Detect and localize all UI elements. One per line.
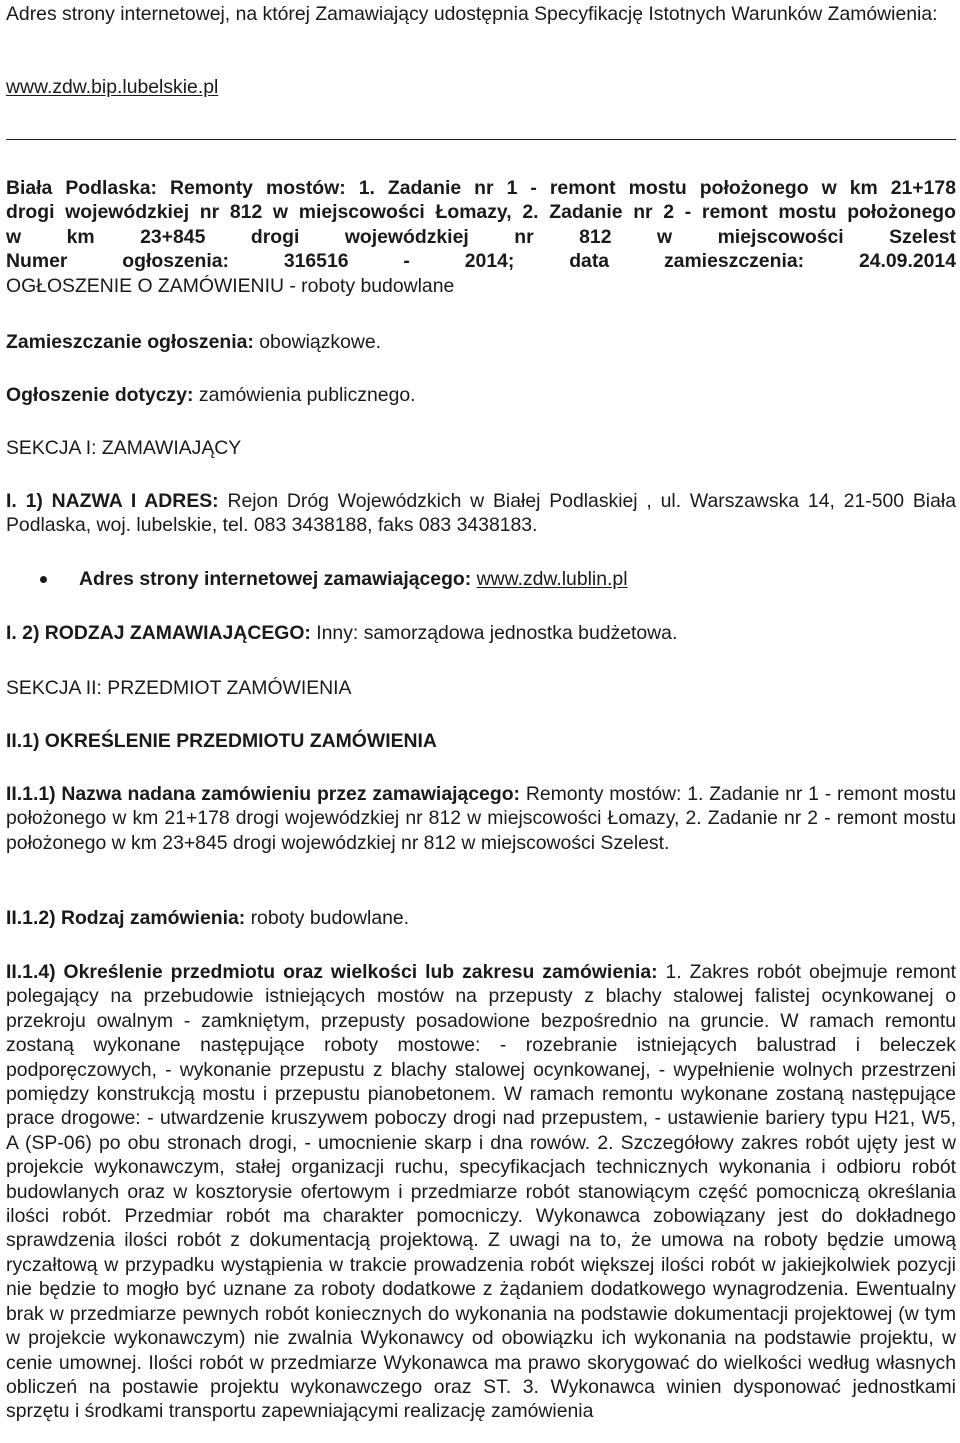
concerns-value: zamówienia publicznego. <box>193 384 416 406</box>
order-scope-value: 1. Zakres robót obejmuje remont polegający na przebudowie istniejących mostów na przepusty z blachy stalowej falistej ocynkowanej o przekroju owalnym - zamkniętym, przepusty posadowione bezpośrednio na gruncie. W ramach remontu zostaną wykonane następujące roboty mostowe: - rozebranie istniejących balustrad i beleczek podporęczowych, - wykonanie przepustu z blachy stalowej ocynkowanej, - wypełnienie wolnych przestrzeni pomiędzy konstrukcją mostu i przepustu pianobetonem. W ramach remontu wykonane zostaną następujące prace drogowe: - utwardzenie kruszywem poboczy drogi nad przepustem, - ustawienie bariery typu H21, W5, A (SP-06) po obu stronach drogi, - umocnienie skarp i dna rowów. 2. Szczegółowy zakres robót ujęty jest w projekcie wykonawczym, stałej organizacji ruchu, specyfikacjach technicznych wykonania i odbioru robót budowlanych oraz w kosztorysie ofertowym i przedmiarze robót stanowiącym część pomocniczą określania ilości robót. Przedmiar robót ma charakter pomocniczy. Wykonawca zobowiązany jest do dokładnego sprawdzenia ilości robót z dokumentacją projektową. Z uwagi na to, że umowa na roboty będzie umową ryczałtową w przypadku wystąpienia w trakcie prowadzenia robót większej ilości robót w jakiejkolwiek pozycji nie będzie to mogło być uznane za roboty dodatkowe z żądaniem dodatkowego wynagrodzenia. Ewentualny brak w przedmiarze pewnych robót koniecznych do wykonania na podstawie dokumentacji projektowej (w tym w projekcie wykonawczym) nie zwalnia Wykonawcy od obowiązku ich wykonania na podstawie projektu, w cenie umownej. Ilości robót w przedmiarze Wykonawca ma prawo skorygować do wielkości według własnych obliczeń na postawie projektu wykonawczego oraz ST. 3. Wykonawca winien dysponować jednostkami sprzętu i środkami transportu zapewniającymi realizację zamówienia <box>6 961 956 1423</box>
authority-type-label: I. 2) RODZAJ ZAMAWIAJĄCEGO: <box>6 622 311 644</box>
authority-type-block <box>6 621 956 645</box>
section-2-heading: SEKCJA II: PRZEDMIOT ZAMÓWIENIA <box>6 677 352 699</box>
order-name-value: Remonty mostów: 1. Zadanie nr 1 - remont mostu położonego w km 21+178 drogi wojewódzkiej nr 812 w miejscowości Łomazy, 2. Zadanie nr 2 - remont mostu położonego w km 23+845 drogi wojewódzkiej nr 812 w miejscowości Szelest. <box>6 783 956 854</box>
siwz-intro-text: Adres strony internetowej, na której Zamawiający udostępnia Specyfikację Istotnych Warunków Zamówienia: <box>6 3 938 25</box>
authority-website-block <box>6 567 956 591</box>
posting-line <box>6 330 956 354</box>
header-url-block <box>6 75 956 99</box>
concerns-block <box>6 383 956 407</box>
order-kind-line <box>6 906 956 930</box>
horizontal-divider <box>6 139 956 140</box>
notice-subtitle: OGŁOSZENIE O ZAMÓWIENIU - roboty budowlane <box>6 274 455 297</box>
order-kind-value: roboty budowlane. <box>245 907 410 929</box>
section-2-heading-block <box>6 676 956 700</box>
section-1-heading-block <box>6 436 956 460</box>
section-2-subheading: II.1) OKREŚLENIE PRZEDMIOTU ZAMÓWIENIA <box>6 730 437 752</box>
authority-name-label: I. 1) NAZWA I ADRES: <box>6 490 219 512</box>
notice-number-line: Numer ogłoszenia: 316516 - 2014; data zamieszczenia: 24.09.2014 <box>6 250 956 273</box>
posting-label: Zamieszczanie ogłoszenia: <box>6 331 254 353</box>
section-2-subheading-block <box>6 729 956 753</box>
authority-name-address <box>6 489 956 538</box>
concerns-line <box>6 383 956 407</box>
bullet-icon <box>40 576 47 583</box>
title-line-2: drogi wojewódzkiej nr 812 w miejscowości Łomazy, 2. Zadanie nr 2 - remont mostu położonego <box>6 201 956 224</box>
order-scope-label: II.1.4) Określenie przedmiotu oraz wielkości lub zakresu zamówienia: <box>6 961 658 983</box>
order-kind-label: II.1.2) Rodzaj zamówienia: <box>6 907 246 929</box>
authority-type-value: Inny: samorządowa jednostka budżetowa. <box>310 622 678 644</box>
title-block <box>6 176 956 298</box>
title-line-1: Biała Podlaska: Remonty mostów: 1. Zadanie nr 1 - remont mostu położonego w km 21+178 <box>6 177 956 199</box>
posting-block <box>6 330 956 354</box>
contracting-authority-block <box>6 489 956 538</box>
authority-website-item <box>6 567 956 591</box>
order-scope-block <box>6 960 956 1424</box>
order-scope-paragraph <box>6 960 956 1424</box>
header-block <box>6 2 956 26</box>
order-name-label: II.1.1) Nazwa nadana zamówieniu przez zamawiającego: <box>6 783 520 805</box>
authority-website-link[interactable]: www.zdw.lublin.pl <box>476 568 628 590</box>
section-1-heading: SEKCJA I: ZAMAWIAJĄCY <box>6 437 242 459</box>
order-name-block <box>6 782 956 855</box>
title-line-3: w km 23+845 drogi wojewódzkiej nr 812 w miejscowości Szelest <box>6 225 956 248</box>
order-kind-block <box>6 906 956 930</box>
order-name-paragraph <box>6 782 956 855</box>
authority-website-label: Adres strony internetowej zamawiającego: <box>79 568 472 590</box>
posting-value: obowiązkowe. <box>253 331 382 353</box>
authority-type-line <box>6 621 956 645</box>
concerns-label: Ogłoszenie dotyczy: <box>6 384 194 406</box>
authority-name-value: Rejon Dróg Wojewódzkich w Białej Podlaskiej , ul. Warszawska 14, 21-500 Biała Podlaska, woj. lubelskie, tel. 083 3438188, faks 083 3438183. <box>6 490 956 537</box>
siwz-url-link[interactable]: www.zdw.bip.lubelskie.pl <box>6 76 219 98</box>
